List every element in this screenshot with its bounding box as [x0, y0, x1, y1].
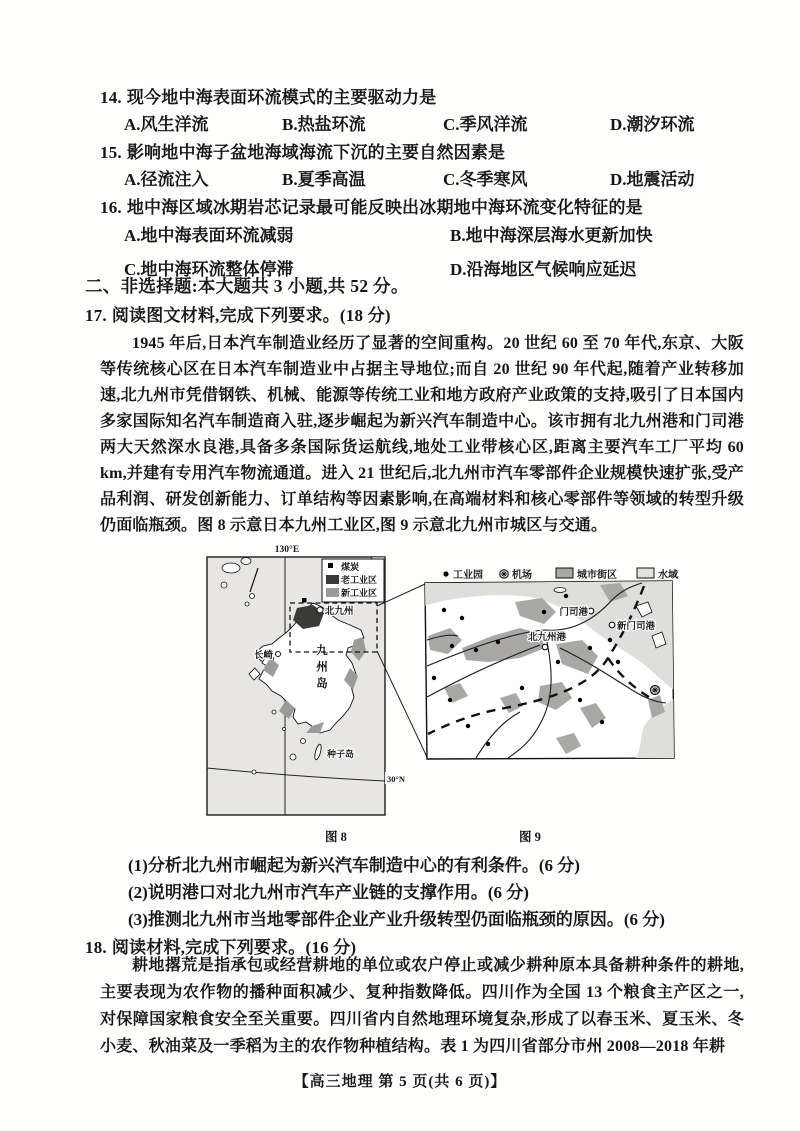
question-17-passage [100, 331, 744, 539]
old-industry-legend-label: 老工业区 [341, 575, 378, 585]
urban-legend-icon [556, 568, 573, 578]
fig8-longitude-label: 130°E [274, 545, 300, 555]
kitakyushu-port-marker [542, 644, 548, 650]
option-d: D.沿海地区气候响应延迟 [450, 260, 637, 279]
question-number: 16. [100, 198, 122, 217]
question-number: 15. [100, 143, 122, 162]
option-a: A.径流注入 [124, 170, 209, 189]
kitakyushu-city-marker [317, 607, 323, 613]
option-d: D.潮汐环流 [610, 115, 695, 134]
question-text: 阅读材料,完成下列要求。(16 分) [111, 938, 357, 957]
kitakyushu-label: 北九州 [325, 607, 354, 617]
figure-8-map [207, 544, 411, 844]
option-c: C.季风洋流 [443, 115, 528, 134]
question-17-sub1: (1)分析北九州市崛起为新兴汽车制造中心的有利条件。(6 分) [128, 856, 580, 875]
coal-marker [302, 598, 307, 603]
nagasaki-label: 长崎 [253, 651, 273, 661]
question-text: 阅读图文材料,完成下列要求。(18 分) [111, 306, 391, 325]
question-16-options [124, 221, 653, 280]
passage-text: 耕地撂荒是指承包或经营耕地的单位或农户停止或减少耕种原本具备耕种条件的耕地,主要表现为农作物的播种面积减少、复种指数降低。四川作为全国 13 个粮食主产区之一,对保障国家粮食安全至关重要。四川省内自然地理环境复杂,形成了以春玉米、夏玉米、冬小麦、秋油菜及一季稻为主的农作物种植结构。表 1 为四川省部分市州 2008—2018 年耕 [100, 957, 744, 1055]
question-number: 14. [100, 88, 122, 107]
airport-legend-label: 机场 [512, 570, 532, 581]
option-b: B.热盐环流 [282, 115, 366, 134]
urban-legend-label: 城市街区 [577, 570, 617, 581]
industrial-park-legend-icon [443, 571, 448, 576]
coal-legend-icon [328, 563, 333, 568]
coal-legend-label: 煤炭 [341, 562, 360, 572]
figures-8-9 [0, 543, 800, 850]
option-c: C.冬季寒风 [443, 170, 528, 189]
option-b: B.夏季高温 [282, 170, 366, 189]
question-15-stem [100, 138, 505, 163]
page-footer: 【高三地理 第 5 页(共 6 页)】 [293, 1074, 507, 1090]
fig8-legend [322, 559, 384, 602]
question-number: 17. [85, 306, 107, 325]
new-moji-port-marker [609, 622, 615, 628]
question-18-passage [100, 952, 744, 1060]
option-c: C.地中海环流整体停滞 [124, 260, 294, 279]
question-text: 地中海区域冰期岩芯记录最可能反映出冰期地中海环流变化特征的是 [126, 198, 643, 217]
kitakyushu-port-label: 北九州港 [527, 633, 567, 643]
fig9-legend [443, 568, 679, 581]
airport-icon [651, 686, 660, 695]
new-industry-legend-icon [326, 588, 339, 597]
question-17-sub3: (3)推测北九州市当地零部件企业产业升级转型仍面临瓶颈的原因。(6 分) [128, 910, 665, 929]
kyushu-island-label: 九州岛 [315, 644, 327, 694]
question-17-sub2: (2)说明港口对北九州市汽车产业链的支撑作用。(6 分) [128, 883, 529, 902]
question-text: 影响地中海子盆地海域海流下沉的主要自然因素是 [126, 143, 506, 162]
industrial-park-legend-label: 工业园 [453, 570, 483, 581]
option-a: A.地中海表面环流减弱 [124, 226, 294, 245]
option-b: B.地中海深层海水更新加快 [450, 226, 653, 245]
question-number: 18. [85, 938, 107, 957]
figure-8-caption: 图 8 [325, 830, 347, 844]
water-legend-label: 水域 [658, 570, 678, 581]
passage-text: 1945 年后,日本汽车制造业经历了显著的空间重构。20 世纪 60 至 70 年代,东京、大阪等传统核心区在日本汽车制造业中占据主导地位;而自 20 世纪 90 年代起,随着产业转移加速,北九州市凭借钢铁、机械、能源等传统工业和地方政府产业政策的支持,吸引了日本国内多家国际知名汽车制造商入驻,逐步崛起为新兴汽车制造中心。该市拥有北九州港和门司港两大天然深水良港,具备多条国际货运航线,地处工业带核心区,距离主要汽车工厂平均 60 km,并建有专用汽车物流通道。进入 21 世纪后,北九州市汽车零部件企业规模快速扩张,受产品利润、研发创新能力、订单结构等因素影响,在高端材料和核心零部件等领域的转型升级仍面临瓶颈。图 8 示意日本九州工业区,图 9 示意北九州市城区与交通。 [100, 335, 744, 534]
option-d: D.地震活动 [610, 170, 695, 189]
nagasaki-marker [276, 652, 281, 657]
moji-port-marker [588, 608, 594, 614]
fig8-latitude-label: 30°N [387, 774, 406, 784]
question-17-intro [85, 301, 391, 326]
new-moji-port-label: 新门司港 [617, 622, 656, 632]
water-legend-icon [637, 568, 654, 578]
option-a: A.风生洋流 [124, 115, 209, 134]
question-15-options [124, 165, 695, 190]
figure-9-caption: 图 9 [519, 830, 541, 844]
question-14-stem [100, 83, 436, 108]
question-14-options [124, 110, 695, 135]
tanegashima-label: 种子岛 [327, 749, 355, 759]
airport-legend-icon [500, 570, 508, 578]
new-industry-legend-label: 新工业区 [341, 588, 378, 598]
moji-port-label: 门司港 [559, 608, 588, 618]
figure-9-map [425, 568, 679, 844]
question-text: 现今地中海表面环流模式的主要驱动力是 [126, 88, 437, 107]
question-16-stem [100, 193, 643, 218]
old-industry-legend-icon [326, 575, 339, 584]
section-2-header: 二、非选择题:本大题共 3 小题,共 52 分。 [85, 276, 409, 296]
